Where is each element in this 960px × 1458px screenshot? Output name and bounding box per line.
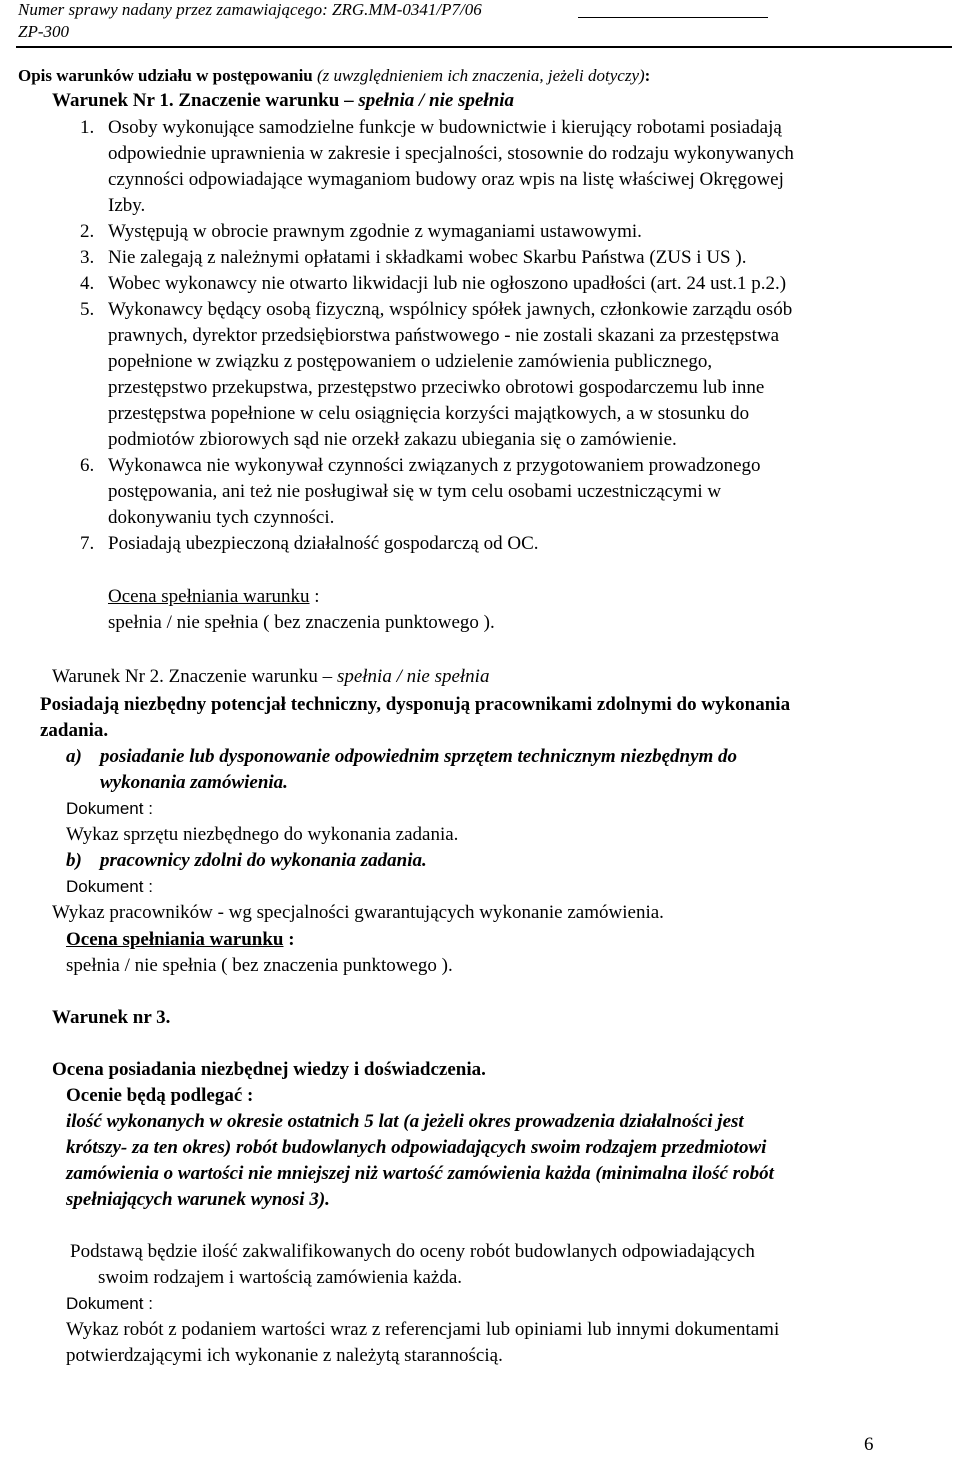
intro-bold: Opis warunków udziału w postępowaniu [18, 66, 313, 85]
w2-bold-line-2: zadania. [40, 720, 109, 741]
w3-dok-label: Dokument : [66, 1294, 153, 1313]
w3-podstawa-line-2: swoim rodzajem i wartością zamówienia każda. [98, 1267, 463, 1288]
w1-item-1: 1. Osoby wykonujące samodzielne funkcje w budownictwie i kierujący robotami posiadają odpowiednie uprawnienia w zakresie i specjalności, stosownie do rodzaju wykonywanych czynności odpowiadające wymaganiom budowy oraz wpis na listę właściwej Okręgowej Izby. [80, 117, 794, 216]
w2-item-b: b) pracownicy zdolni do wykonania zadania. [66, 850, 427, 871]
intro-colon: : [644, 66, 651, 85]
w2-dok1-label: Dokument : [66, 799, 153, 818]
w3-dok-line-1: Wykaz robót z podaniem wartości wraz z referencjami lub opiniami lub innymi dokumentami [66, 1319, 780, 1340]
w1-title: Warunek Nr 1. Znaczenie warunku – spełnia / nie spełnia [52, 90, 515, 111]
w2-ocena-heading: Ocena spełniania warunku : [66, 929, 295, 950]
w1-item-7: 7. Posiadają ubezpieczoną działalność gospodarczą od OC. [80, 533, 539, 554]
header-divider [16, 46, 952, 48]
w2-title: Warunek Nr 2. Znaczenie warunku – spełnia / nie spełnia [52, 666, 490, 687]
w2-item-a: a) posiadanie lub dysponowanie odpowiednim sprzętem technicznym niezbędnym do wykonania zamówienia. [66, 746, 738, 793]
w1-item-4: 4. Wobec wykonawcy nie otwarto likwidacji lub nie ogłoszono upadłości (art. 24 ust.1 p.2.) [80, 273, 787, 294]
w3-ocenie-heading: Ocenie będą podlegać : [66, 1085, 254, 1106]
w1-item-6: 6. Wykonawca nie wykonywał czynności związanych z przygotowaniem prowadzonego postępowania, ani też nie posługiwał się w tym celu osobami uczestniczącymi w dokonywaniu tych czynności. [80, 455, 761, 528]
w1-item-3: 3. Nie zalegają z należnymi opłatami i składkami wobec Skarbu Państwa (ZUS i US ). [80, 247, 747, 268]
header-case-number: Numer sprawy nadany przez zamawiającego: ZRG.MM-0341/P7/06 [18, 0, 482, 19]
intro-italic: (z uwzględnieniem ich znaczenia, jeżeli dotyczy) [317, 66, 645, 85]
w1-item-2: 2. Występują w obrocie prawnym zgodnie z wymaganiami ustawowymi. [80, 221, 642, 242]
page-number: 6 [864, 1434, 874, 1455]
w2-dok1-text: Wykaz sprzętu niezbędnego do wykonania zadania. [66, 824, 459, 845]
header-underline [578, 17, 768, 18]
w2-ocena-text: spełnia / nie spełnia ( bez znaczenia punktowego ). [66, 955, 453, 976]
w2-dok2-text: Wykaz pracowników - wg specjalności gwarantujących wykonanie zamówienia. [52, 902, 664, 923]
w3-dok-line-2: potwierdzającymi ich wykonanie z należytą starannością. [66, 1345, 503, 1366]
w3-title: Warunek nr 3. [52, 1007, 171, 1028]
w3-ocena-posiadania: Ocena posiadania niezbędnej wiedzy i doświadczenia. [52, 1059, 486, 1080]
w3-podstawa-line-1: Podstawą będzie ilość zakwalifikowanych do oceny robót budowlanych odpowiadających [70, 1241, 755, 1262]
w2-bold-line-1: Posiadają niezbędny potencjał techniczny, dysponują pracownikami zdolnymi do wykonania [40, 694, 791, 715]
w3-italic-block: ilość wykonanych w okresie ostatnich 5 lat (a jeżeli okres prowadzenia działalności jest krótszy- za ten okres) robót budowlanych odpowiadających swoim rodzajem przedmiotowi zamówienia o wartości nie mniejszej niż wartość zamówienia każda (minimalna ilość robót spełniających warunek wynosi 3). [66, 1111, 774, 1210]
intro-line [18, 66, 650, 86]
header-code: ZP-300 [18, 22, 69, 41]
w1-ocena-heading: Ocena spełniania warunku : [108, 586, 320, 607]
w1-ocena-text: spełnia / nie spełnia ( bez znaczenia punktowego ). [108, 612, 495, 633]
w2-dok2-label: Dokument : [66, 877, 153, 896]
w1-item-5: 5. Wykonawcy będący osobą fizyczną, wspólnicy spółek jawnych, członkowie zarządu osób prawnych, dyrektor przedsiębiorstwa państwowego - nie zostali skazani za przestępstwa popełnione w związku z postępowaniem o udzielenie zamówienia publicznego, przestępstwo przekupstwa, przestępstwo przeciwko obrotowi gospodarczemu lub inne przestępstwa popełnione w celu osiągnięcia korzyści majątkowych, a w stosunku do podmiotów zbiorowych sąd nie orzekł zakazu ubiegania się o zamówienie. [80, 299, 793, 450]
